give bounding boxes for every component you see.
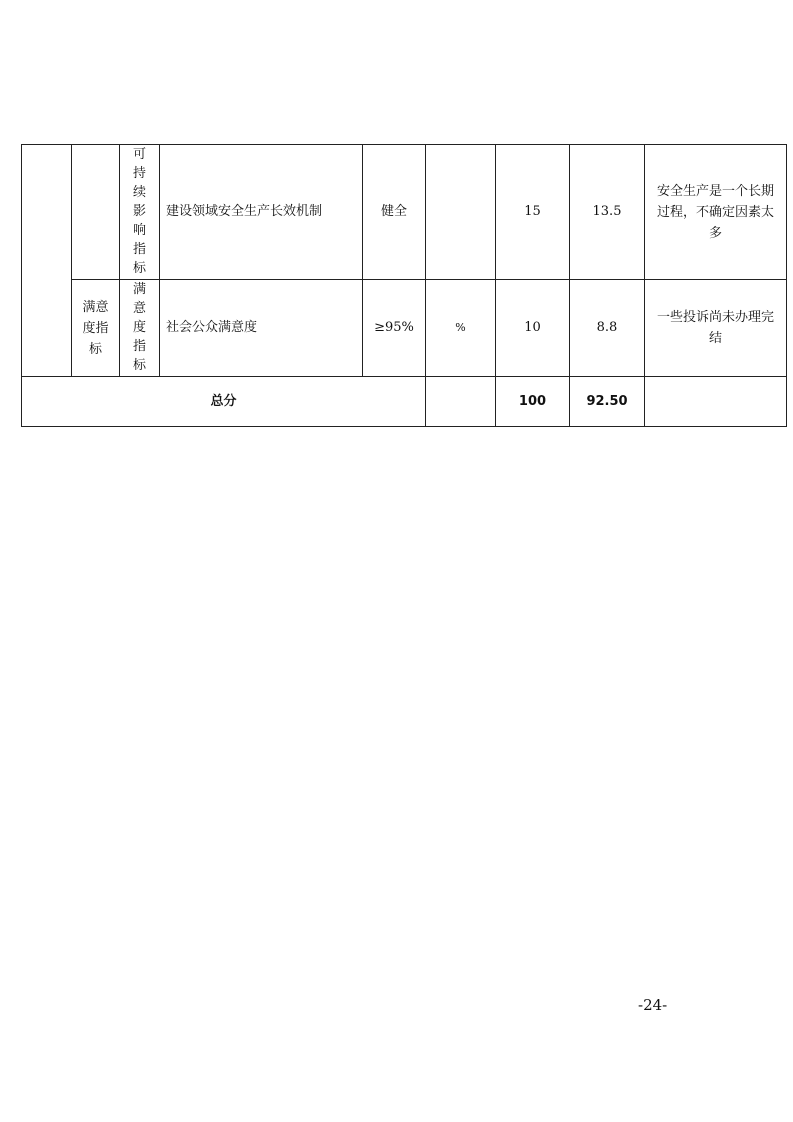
remark-cell: 一些投诉尚未办理完结 [645, 280, 787, 377]
page-number: -24- [638, 996, 668, 1014]
performance-table [21, 144, 787, 427]
unit-cell: % [426, 280, 496, 377]
remark-cell: 安全生产是一个长期过程，不确定因素太多 [645, 145, 787, 280]
total-unit-cell [426, 377, 496, 427]
total-label: 总分 [22, 377, 426, 427]
level3-label: 满意度指标 [133, 282, 147, 373]
level3-label: 可持续影响指标 [133, 147, 147, 276]
table-row [22, 145, 787, 280]
total-score: 92.50 [570, 377, 645, 427]
score-cell: 8.8 [570, 280, 645, 377]
total-row [22, 377, 787, 427]
level1-cell [22, 145, 72, 377]
total-weight: 100 [496, 377, 570, 427]
level2-cell [72, 145, 120, 280]
weight-cell: 15 [496, 145, 570, 280]
level3-cell [120, 280, 160, 377]
unit-cell [426, 145, 496, 280]
indicator-cell: 社会公众满意度 [160, 280, 363, 377]
level2-label: 满意度指标 [82, 299, 109, 357]
score-cell: 13.5 [570, 145, 645, 280]
level3-cell [120, 145, 160, 280]
weight-cell: 10 [496, 280, 570, 377]
total-remark-cell [645, 377, 787, 427]
target-cell: ≥95% [363, 280, 426, 377]
target-cell: 健全 [363, 145, 426, 280]
level2-cell [72, 280, 120, 377]
table-row [22, 280, 787, 377]
indicator-cell: 建设领域安全生产长效机制 [160, 145, 363, 280]
